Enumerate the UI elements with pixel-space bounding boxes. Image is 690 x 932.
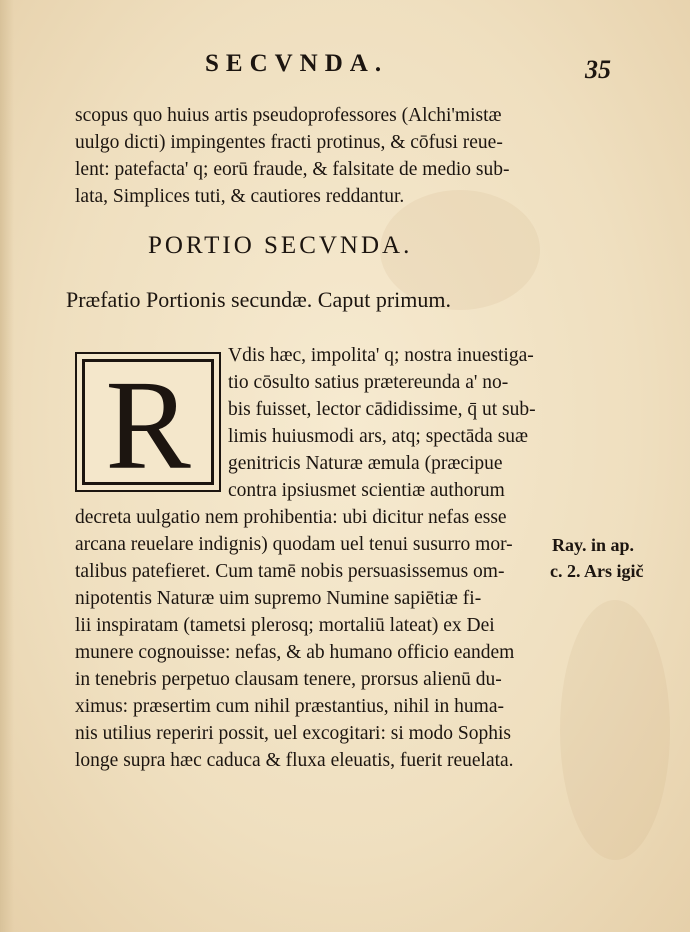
text-line: munere cognouisse: nefas, & ab humano officio eandem bbox=[75, 642, 515, 663]
text-line: ximus: præsertim cum nihil præstantius, nihil in huma- bbox=[75, 696, 504, 717]
marginal-note: Ray. in ap. bbox=[552, 535, 635, 555]
page-number: 35 bbox=[585, 55, 611, 84]
text-line: tio cōsulto satius prætereunda a' no- bbox=[228, 372, 509, 393]
text-line: bis fuisset, lector cādidissime, q̄ ut sub- bbox=[228, 399, 536, 420]
text-line: contra ipsiusmet scientiæ authorum bbox=[228, 480, 505, 501]
text-line: nipotentis Naturæ uim supremo Numine sapiētiæ fi- bbox=[75, 588, 482, 609]
initial-border bbox=[82, 354, 214, 496]
text-line: arcana reuelare indignis) quodam uel tenui susurro mor- bbox=[75, 534, 513, 555]
chapter-title: Præfatio Portionis secundæ. Caput primum. bbox=[66, 287, 451, 312]
text-line: Vdis hæc, impolita' q; nostra inuestiga- bbox=[228, 345, 534, 366]
text-line: limis huiusmodi ars, atq; spectāda suæ bbox=[228, 426, 529, 447]
text-line: scopus quo huius artis pseudoprofessores (Alchi'mistæ bbox=[75, 105, 502, 126]
initial-letter: R bbox=[105, 354, 191, 496]
text-line: lent: patefacta' q; eorū fraude, & falsitate de medio sub- bbox=[75, 159, 510, 180]
decorated-initial bbox=[75, 352, 221, 496]
text-line: decreta uulgatio nem prohibentia: ubi dicitur nefas esse bbox=[75, 507, 507, 528]
page-edge bbox=[0, 0, 14, 932]
text-line: longe supra hæc caduca & fluxa eleuatis, fuerit reuelata. bbox=[75, 750, 514, 771]
text-line: uulgo dicti) impingentes fracti protinus, & cōfusi reue- bbox=[75, 132, 503, 153]
text-line: lii inspiratam (tametsi plerosq; mortaliū lateat) ex Dei bbox=[75, 615, 495, 636]
text-line: lata, Simplices tuti, & cautiores reddantur. bbox=[75, 186, 405, 207]
text-line: in tenebris perpetuo clausam tenere, prorsus alienū du- bbox=[75, 669, 502, 690]
text-line: talibus patefieret. Cum tamē nobis persuasissemus om- bbox=[75, 561, 505, 582]
running-head: SECVNDA. bbox=[205, 50, 389, 77]
paper-stain bbox=[560, 600, 670, 860]
marginal-note: c. 2. Ars igič bbox=[550, 561, 644, 581]
text-line: nis utilius reperiri possit, uel excogitari: si modo Sophis bbox=[75, 723, 512, 744]
section-title: PORTIO SECVNDA. bbox=[148, 232, 413, 259]
text-line: genitricis Naturæ æmula (præcipue bbox=[228, 453, 503, 474]
